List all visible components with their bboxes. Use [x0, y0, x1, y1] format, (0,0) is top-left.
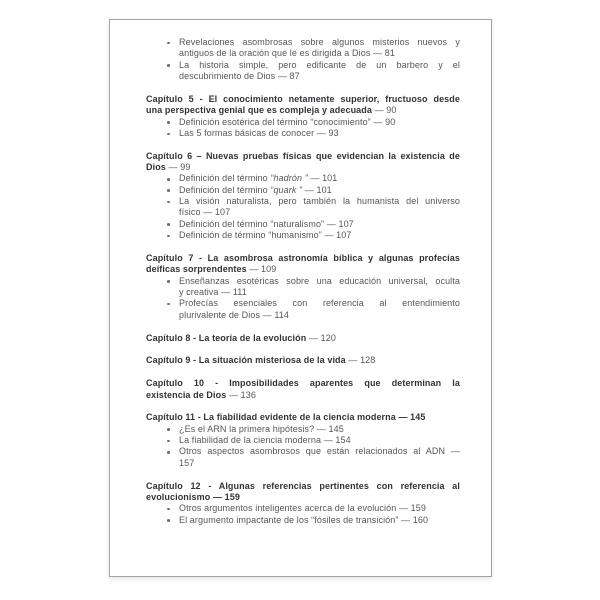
- toc-item: [166, 173, 460, 184]
- text-segment: “hadrón ”: [270, 173, 308, 184]
- toc-item-line: [179, 117, 460, 128]
- text-segment: Capítulo 5 - El conocimiento netamente superior, fructuoso desde: [146, 93, 460, 104]
- text-segment: — 120: [306, 332, 336, 343]
- bullet-icon: [166, 196, 179, 219]
- toc-item-line: [179, 60, 460, 71]
- toc-item-text: [179, 503, 460, 514]
- text-segment: La fiabilidad de la ciencia moderna — 154: [179, 435, 351, 446]
- chapter-block: [146, 253, 460, 321]
- toc-item-text: [179, 37, 460, 60]
- toc-item-text: [179, 185, 460, 196]
- text-segment: deíficas sorprendentes: [146, 264, 247, 275]
- text-segment: Definición de término “humanismo” — 107: [179, 230, 352, 241]
- toc-item-line: [179, 185, 460, 196]
- toc-item: [166, 117, 460, 128]
- chapter-heading: [146, 94, 460, 117]
- text-segment: — 136: [226, 389, 256, 400]
- text-segment: Otros argumentos inteligentes acerca de la evolución — 159: [179, 503, 426, 514]
- text-segment: Definición esotérica del término “conocimiento” — 90: [179, 116, 396, 127]
- text-segment: Capítulo 7 - La asombrosa astronomía bíblica y algunas profecías: [146, 253, 460, 263]
- chapter-heading: [146, 355, 460, 366]
- toc-item-text: [179, 128, 460, 139]
- bullet-icon: [166, 185, 179, 196]
- text-segment: Capítulo 12 - Algunas referencias pertinentes con referencia al: [146, 480, 460, 491]
- toc-item-text: [179, 298, 460, 321]
- chapter-heading: [146, 151, 460, 174]
- toc-item-line: [179, 458, 460, 469]
- text-segment: Profecías esenciales con referencia al entendimiento: [179, 298, 460, 309]
- toc-item-line: [179, 435, 460, 446]
- chapter-heading-line: [146, 492, 460, 503]
- toc-item: [166, 60, 460, 83]
- bullet-icon: [166, 503, 179, 514]
- toc-item: [166, 503, 460, 514]
- toc-item-text: [179, 276, 460, 299]
- bullet-continuation-block: [146, 37, 460, 82]
- toc-item-text: [179, 117, 460, 128]
- toc-item: [166, 185, 460, 196]
- bullet-icon: [166, 173, 179, 184]
- toc-item: [166, 196, 460, 219]
- text-segment: — 101: [302, 184, 332, 195]
- chapter-heading-line: [146, 264, 460, 275]
- text-segment: Las 5 formas básicas de conocer — 93: [179, 127, 339, 138]
- toc-item: [166, 230, 460, 241]
- text-segment: La historia simple, pero edificante de un barbero y el: [179, 59, 460, 70]
- toc-item-line: [179, 310, 460, 321]
- bullet-icon: [166, 446, 179, 469]
- chapter-heading-line: [146, 378, 460, 389]
- toc-item: [166, 424, 460, 435]
- bullet-icon: [166, 298, 179, 321]
- text-segment: ¿Es el ARN la primera hipótesis? — 145: [179, 423, 344, 434]
- text-segment: Definición del término: [179, 184, 271, 195]
- text-segment: Enseñanzas esotéricas sobre una educación universal, oculta: [179, 275, 460, 286]
- toc-item: [166, 219, 460, 230]
- toc-item-line: [179, 71, 460, 82]
- text-segment: Capítulo 11 - La fiabilidad evidente de la ciencia moderna — 145: [146, 412, 426, 423]
- toc-item-text: [179, 515, 460, 526]
- text-segment: Definición del término “naturalismo” — 107: [179, 218, 354, 229]
- toc-item-line: [179, 446, 460, 457]
- chapter-block: [146, 481, 460, 526]
- chapter-block: [146, 94, 460, 139]
- toc-item-line: [179, 515, 460, 526]
- bullet-icon: [166, 515, 179, 526]
- text-segment: existencia de Dios: [146, 389, 227, 400]
- toc-item-line: [179, 424, 460, 435]
- text-segment: Dios: [146, 162, 166, 173]
- toc-item-text: [179, 424, 460, 435]
- text-segment: Revelaciones asombrosas sobre algunos misterios nuevos y: [179, 37, 460, 47]
- text-segment: y creativa — 111: [179, 287, 247, 298]
- toc-item-text: [179, 196, 460, 219]
- toc-item-line: [179, 48, 460, 59]
- toc-content: [146, 37, 460, 526]
- text-segment: antiguos de la oración que le es dirigida a Dios — 81: [179, 48, 395, 59]
- toc-item-line: [179, 503, 460, 514]
- toc-item-text: [179, 446, 460, 469]
- toc-item: [166, 446, 460, 469]
- toc-item-line: [179, 287, 460, 298]
- text-segment: Capítulo 6 – Nuevas pruebas físicas que evidencian la existencia de: [146, 150, 460, 161]
- text-segment: — 99: [165, 162, 191, 173]
- toc-item: [166, 298, 460, 321]
- text-segment: Definición del término: [179, 173, 271, 184]
- text-segment: Capítulo 10 - Imposibilidades aparentes que determinan la: [146, 378, 460, 389]
- toc-item: [166, 515, 460, 526]
- chapter-heading: [146, 412, 460, 423]
- toc-item-text: [179, 435, 460, 446]
- bullet-icon: [166, 424, 179, 435]
- text-segment: El argumento impactante de los “fósiles de transición” — 160: [179, 514, 429, 525]
- toc-item-line: [179, 196, 460, 207]
- text-segment: La visión naturalista, pero también la humanista del universo: [179, 196, 460, 207]
- toc-item-text: [179, 173, 460, 184]
- text-segment: — 128: [345, 355, 376, 366]
- book-page: [109, 19, 492, 577]
- text-segment: Capítulo 9 - La situación misteriosa de la vida: [146, 355, 346, 366]
- text-segment: plurivalente de Dios — 114: [179, 309, 289, 320]
- text-segment: “quark ”: [270, 184, 303, 195]
- chapter-heading-line: [146, 412, 460, 423]
- toc-item-line: [179, 128, 460, 139]
- text-segment: — 90: [372, 105, 397, 116]
- bullet-icon: [166, 230, 179, 241]
- toc-item-line: [179, 173, 460, 184]
- chapter-heading: [146, 481, 460, 504]
- chapter-heading-line: [146, 94, 460, 105]
- bullet-icon: [166, 128, 179, 139]
- chapter-heading-line: [146, 355, 460, 366]
- toc-item-line: [179, 207, 460, 218]
- toc-item: [166, 37, 460, 60]
- toc-item-line: [179, 37, 460, 48]
- chapter-heading: [146, 378, 460, 401]
- toc-item: [166, 128, 460, 139]
- text-segment: evolucionismo — 159: [146, 492, 240, 502]
- toc-item-line: [179, 219, 460, 230]
- chapter-heading-line: [146, 253, 460, 264]
- bullet-icon: [166, 37, 179, 60]
- text-segment: — 109: [246, 264, 277, 275]
- chapter-heading-line: [146, 481, 460, 492]
- chapter-block: [146, 333, 460, 344]
- text-segment: descubrimiento de Dios — 87: [179, 71, 300, 82]
- text-segment: físico — 107: [179, 207, 231, 218]
- chapter-block: [146, 151, 460, 242]
- bullet-icon: [166, 276, 179, 299]
- chapter-heading-line: [146, 162, 460, 173]
- chapter-heading-line: [146, 390, 460, 401]
- text-segment: — 101: [307, 173, 338, 184]
- chapter-heading-line: [146, 105, 460, 116]
- text-segment: Otros aspectos asombrosos que están relacionados al ADN —: [179, 446, 460, 457]
- chapter-heading: [146, 253, 460, 276]
- chapter-block: [146, 378, 460, 401]
- toc-item-text: [179, 230, 460, 241]
- text-segment: una perspectiva genial que es compleja y adecuada: [146, 105, 372, 116]
- bullet-icon: [166, 435, 179, 446]
- toc-item-line: [179, 298, 460, 309]
- chapter-heading: [146, 333, 460, 344]
- toc-item: [166, 435, 460, 446]
- toc-item-text: [179, 219, 460, 230]
- toc-item: [166, 276, 460, 299]
- text-segment: Capítulo 8 - La teoría de la evolución: [146, 332, 307, 343]
- chapter-heading-line: [146, 333, 460, 344]
- toc-item-line: [179, 276, 460, 287]
- toc-item-text: [179, 60, 460, 83]
- bullet-icon: [166, 60, 179, 83]
- chapter-block: [146, 355, 460, 366]
- chapter-heading-line: [146, 151, 460, 162]
- chapter-block: [146, 412, 460, 469]
- bullet-icon: [166, 219, 179, 230]
- toc-item-line: [179, 230, 460, 241]
- bullet-icon: [166, 117, 179, 128]
- text-segment: 157: [179, 457, 195, 468]
